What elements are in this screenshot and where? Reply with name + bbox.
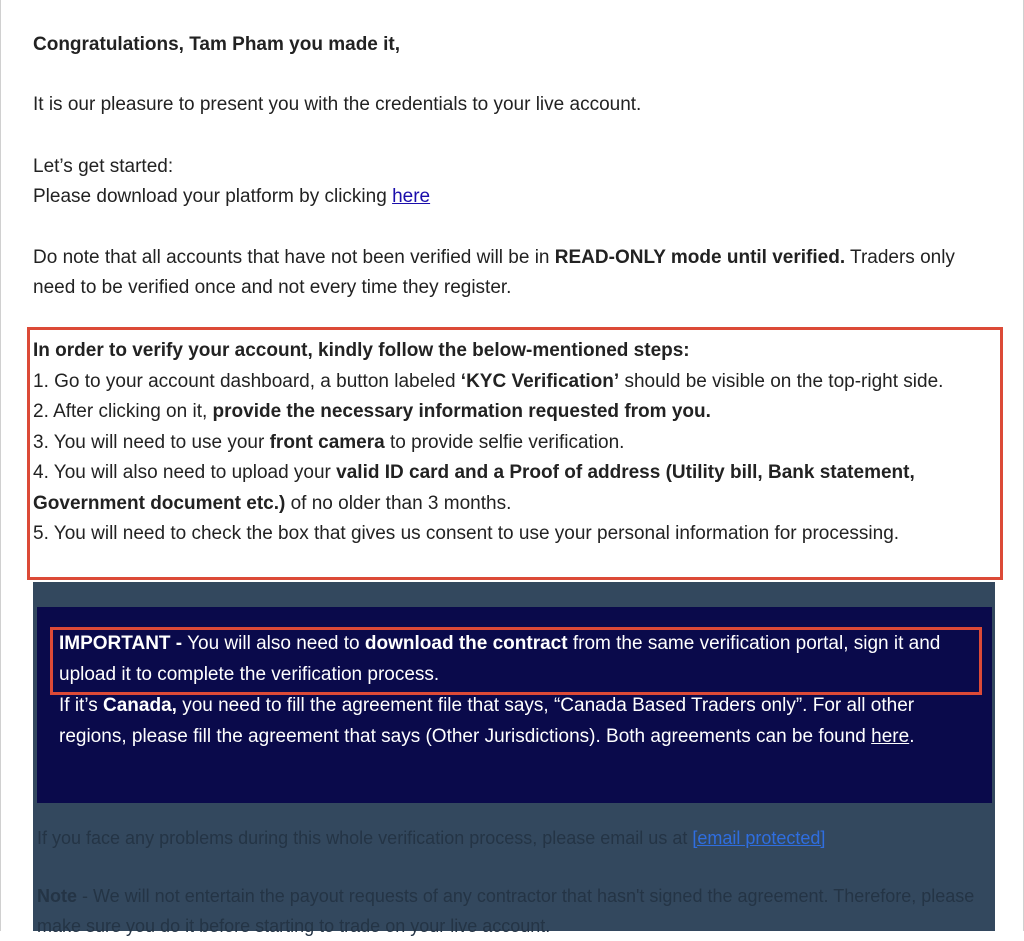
problems-text: If you face any problems during this whole verification process, please email us at <box>37 828 693 848</box>
step-4-pre: 4. You will also need to upload your <box>33 462 337 483</box>
canada-post: you need to fill the agreement file that says, “Canada Based Traders only”. For all other regions, please fill the agreement that says (Other Jurisdictions). Both agreements can be found <box>59 695 915 747</box>
step-3-bold: front camera <box>269 431 385 453</box>
step-5: 5. You will need to check the box that gives us consent to use your personal information for processing. <box>33 523 900 544</box>
greeting <box>33 30 400 60</box>
agreements-link[interactable]: here <box>871 726 910 747</box>
step-4-bold: valid ID card and a Proof of address (Utility bill, Bank statement, Government document etc.) <box>33 462 915 514</box>
readonly-post: Traders only need to be verified once and not every time they register. <box>33 247 955 298</box>
step-3-post: to provide selfie verification. <box>384 431 625 453</box>
download-line <box>33 182 430 212</box>
canada-line <box>59 690 979 752</box>
readonly-bold: READ-ONLY mode until verified. <box>554 247 846 268</box>
step-2-pre: 2. After clicking on it, <box>33 401 213 422</box>
canada-end: . <box>909 726 915 747</box>
canada-bold: Canada, <box>103 695 177 716</box>
step-1-post: should be visible on the top-right side. <box>619 370 944 392</box>
important-label: IMPORTANT - <box>59 633 183 654</box>
download-text: Please download your platform by clicking <box>33 186 393 207</box>
note-line <box>37 881 987 941</box>
readonly-notice <box>33 243 993 303</box>
steps-highlight-frame <box>27 327 1003 580</box>
step-1-bold: ‘KYC Verification’ <box>460 370 620 392</box>
important-highlight-frame <box>50 627 982 695</box>
step-4-post: of no older than 3 months. <box>285 492 512 514</box>
started-text: Let’s get started: <box>33 156 174 177</box>
readonly-pre: Do note that all accounts that have not been verified will be in <box>33 247 555 268</box>
download-link[interactable]: here <box>392 186 431 207</box>
note-text: - We will not entertain the payout requests of any contractor that hasn't signed the agreement. Therefore, please make sure you do it before starting to trade on your live account. <box>37 886 975 936</box>
step-1-pre: 1. Go to your account dashboard, a button labeled <box>33 370 461 392</box>
important-pre: You will also need to <box>182 633 365 654</box>
important-post: from the same verification portal, sign it and upload it to complete the verification process. <box>59 633 941 685</box>
important-bold: download the contract <box>364 633 568 654</box>
greeting-text: Congratulations, Tam Pham you made it, <box>33 34 401 55</box>
canada-pre: If it’s <box>59 695 103 716</box>
intro-text: It is our pleasure to present you with the credentials to your live account. <box>33 94 642 115</box>
step-2-bold: provide the necessary information requested from you. <box>212 401 711 422</box>
steps-heading-text: In order to verify your account, kindly follow the below-mentioned steps: <box>33 340 690 361</box>
note-label: Note <box>37 886 77 906</box>
support-email-link[interactable]: [email protected] <box>692 828 826 848</box>
problems-line <box>37 823 987 853</box>
step-3-pre: 3. You will need to use your <box>33 431 270 453</box>
